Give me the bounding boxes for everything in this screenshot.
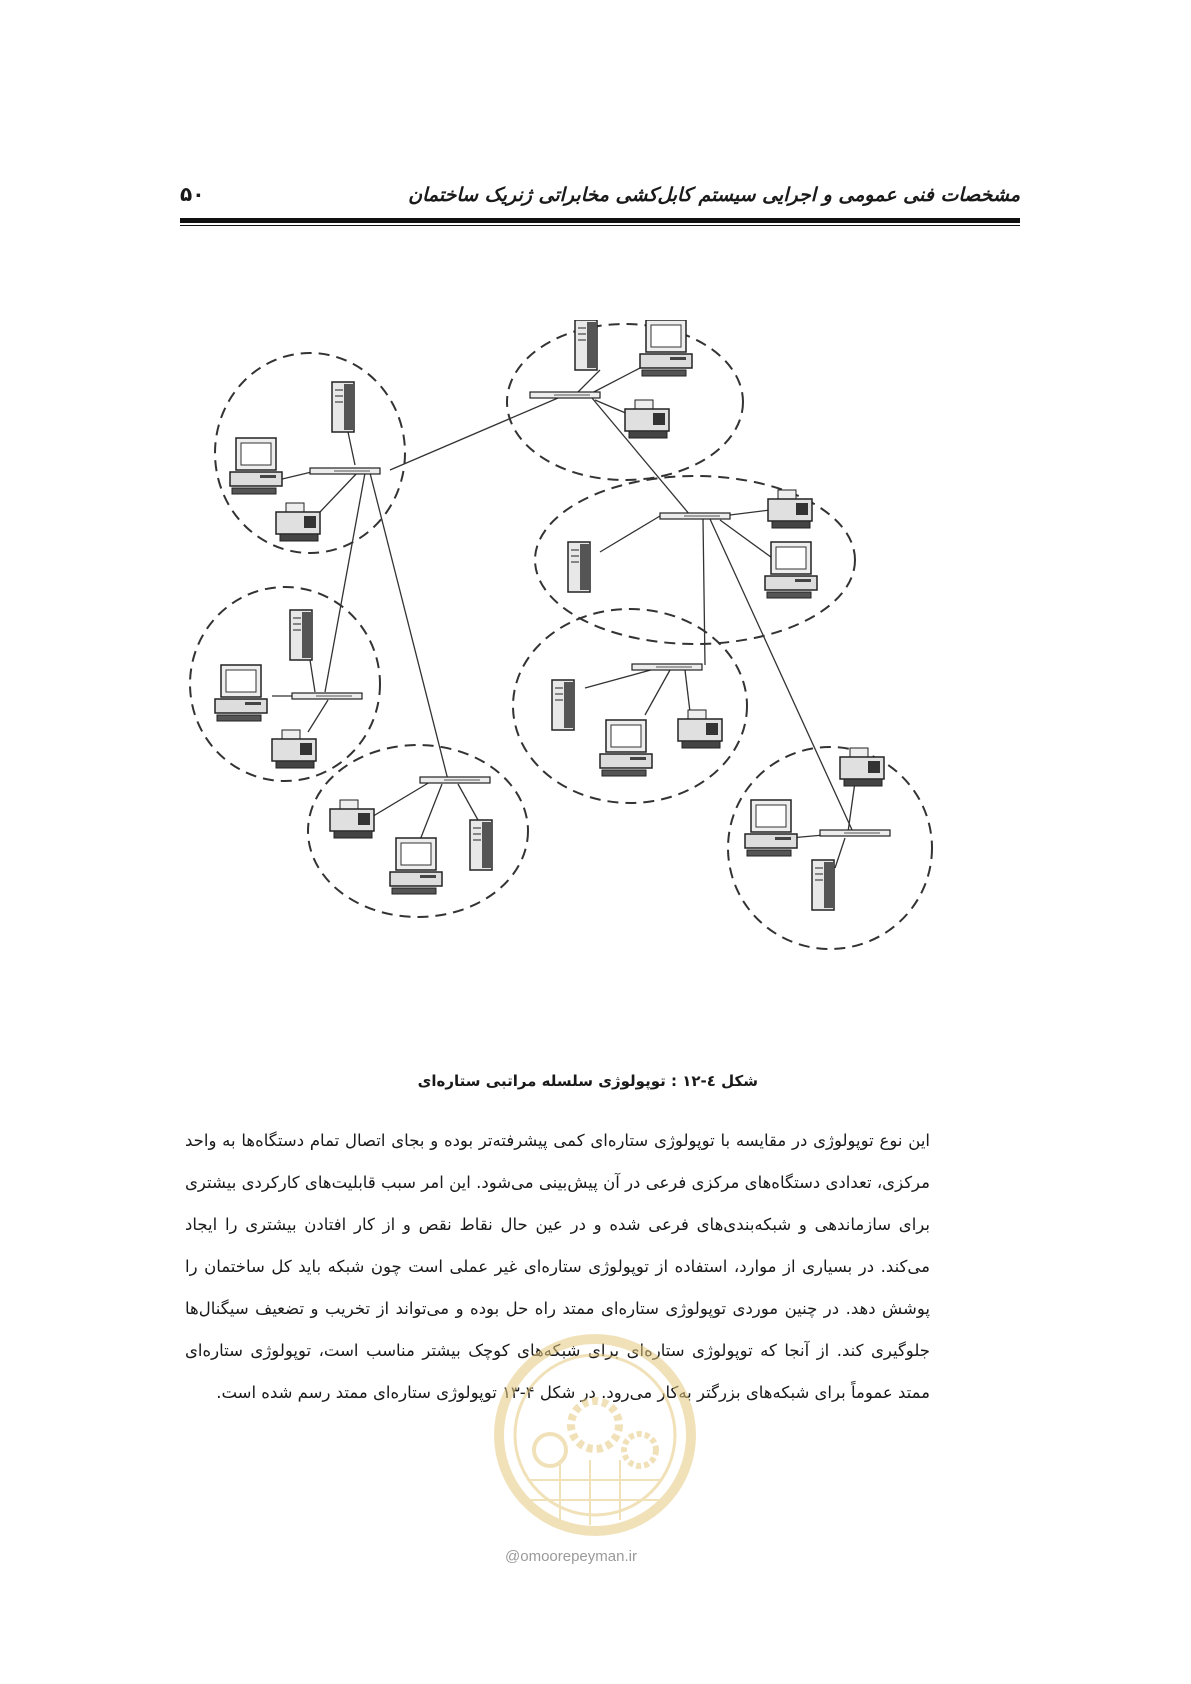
page-header (180, 178, 1020, 218)
hub-2 (530, 392, 600, 398)
hub-3 (660, 513, 730, 519)
watermark-logo (490, 1330, 700, 1560)
hub-7 (820, 830, 890, 836)
network-topology-figure (180, 320, 1000, 1030)
body-paragraph: این نوع توپولوژی در مقایسه با توپولوژی ستاره‌ای کمی پیشرفته‌تر بوده و بجای اتصال تمام دستگاه‌ها به واحد مرکزی، تعدادی دستگاه‌های مرکزی فرعی در آن پیش‌بینی می‌شود. این امر سبب قابلیت‌های کارکردی بیشتری برای سازماندهی و شبکه‌بندی‌های فرعی شده و در عین حال نقاط نقص و از کار افتادن بیشتری را ایجاد می‌کند. در بسیاری از موارد، استفاده از توپولوژی ستاره‌ای غیر عملی است چون شبکه باید کل ساختمان را پوشش دهد. در چنین موردی توپولوژی ستاره‌ای ممتد راه حل بوده و می‌تواند از تخریب و تضعیف سیگنال‌ها جلوگیری کند. از آنجا که توپولوژی ستاره‌ای برای شبکه‌های کوچک بیشتر مناسب است، توپولوژی ستاره‌ای ممتد عموماً برای شبکه‌های بزرگتر به‌کار می‌رود. در شکل ۴-۱۳ توپولوژی ستاره‌ای ممتد رسم شده است. (185, 1131, 930, 1402)
header-rule-thick (180, 218, 1020, 223)
running-title: مشخصات فنی عمومی و اجرایی سیستم کابل‌کشی مخابراتی ژنریک ساختمان (408, 184, 1020, 206)
cluster-2 (507, 324, 743, 480)
hub-4 (292, 693, 362, 699)
hub-1 (310, 468, 380, 474)
watermark-url: @omoorepeyman.ir (505, 1548, 637, 1565)
hub-5 (632, 664, 702, 670)
topology-diagram (180, 320, 1000, 1030)
hub-6 (420, 777, 490, 783)
header-rule-thin (180, 225, 1020, 226)
page-number: ۵۰ (180, 182, 205, 206)
figure-caption: شکل ٤-١٢ : توپولوژی سلسله مراتبی ستاره‌ای (417, 1072, 758, 1090)
